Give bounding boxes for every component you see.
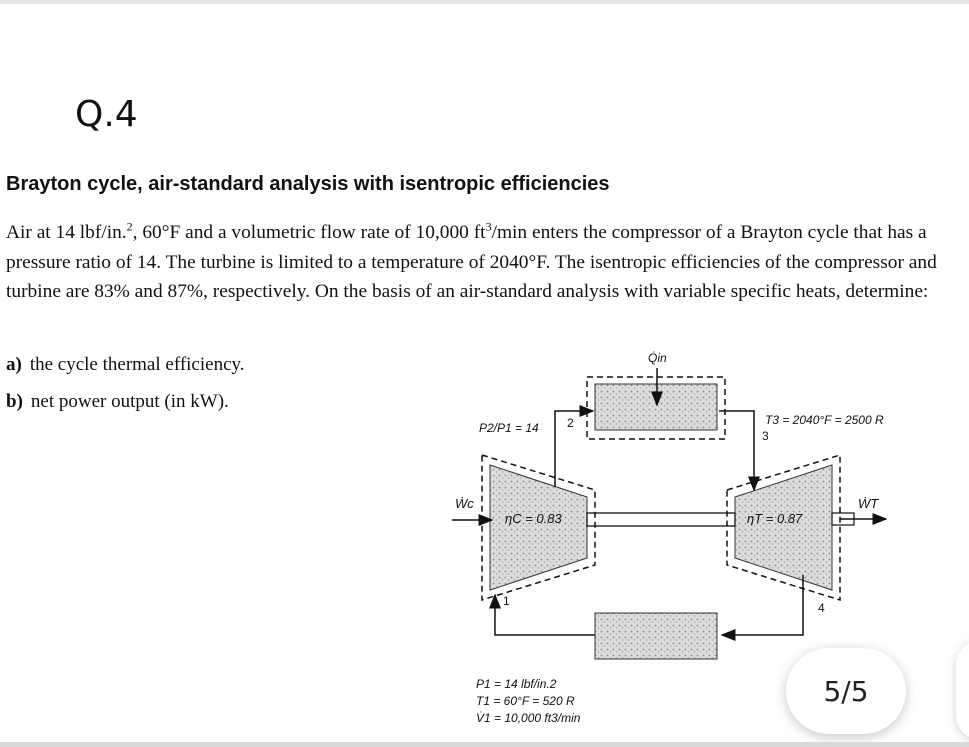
state-3-temp-label: T3 = 2040°F = 2500 R (765, 413, 884, 427)
statement-part-2: , 60°F and a volumetric flow rate of 10,000 ft (132, 222, 486, 243)
statement-part-1: Air at 14 lbf/in. (6, 222, 127, 243)
compressor-work-label: Ẇc (455, 496, 474, 511)
turbine-efficiency-label: ηT = 0.87 (747, 511, 803, 526)
top-divider (0, 0, 969, 4)
statement-part-3: /min enters the compressor of a Brayton cycle that has a pressure ratio of 14. The turbine is limited to a temperature of 2040°F. The isentropic efficiencies of the compressor and turbine are 83% and 87%, respectively. On the basis of an air-standard analysis with variable specific heats, determine: (6, 222, 937, 302)
page-indicator[interactable]: 5/5 (786, 648, 906, 734)
heat-rejection-exchanger (595, 613, 717, 659)
part-b-text: net power output (in kW). (30, 391, 229, 412)
question-number: Q.4 (75, 94, 138, 135)
pressure-ratio-label: P2/P1 = 14 (479, 421, 539, 435)
part-a-text: the cycle thermal efficiency. (29, 354, 245, 375)
state-3-label: 3 (762, 429, 769, 443)
turbine-work-label: ẆT (858, 496, 879, 511)
flow-line-1 (495, 595, 595, 635)
inlet-flowrate-label: V̇1 = 10,000 ft3/min (476, 711, 581, 725)
part-a (6, 354, 245, 376)
state-1-label: 1 (503, 594, 510, 608)
compressor-efficiency-label: ηC = 0.83 (505, 511, 562, 526)
statement-sup-1: 2 (126, 219, 133, 234)
next-page-button[interactable] (956, 640, 969, 740)
inlet-temperature-label: T1 = 60°F = 520 R (476, 694, 575, 708)
bottom-divider (0, 742, 969, 747)
problem-title: Brayton cycle, air-standard analysis with isentropic efficiencies (6, 173, 610, 195)
heat-in-label: Q̇in (648, 351, 667, 365)
part-b (6, 391, 229, 413)
part-b-label: b) (6, 391, 23, 412)
inlet-pressure-label: P1 = 14 lbf/in.2 (476, 677, 557, 691)
problem-statement (6, 218, 962, 307)
part-a-label: a) (6, 354, 22, 375)
state-2-label: 2 (567, 416, 574, 430)
statement-sup-2: 3 (485, 219, 492, 234)
state-4-label: 4 (818, 601, 825, 615)
shaft (587, 513, 735, 526)
combustor (595, 384, 717, 430)
